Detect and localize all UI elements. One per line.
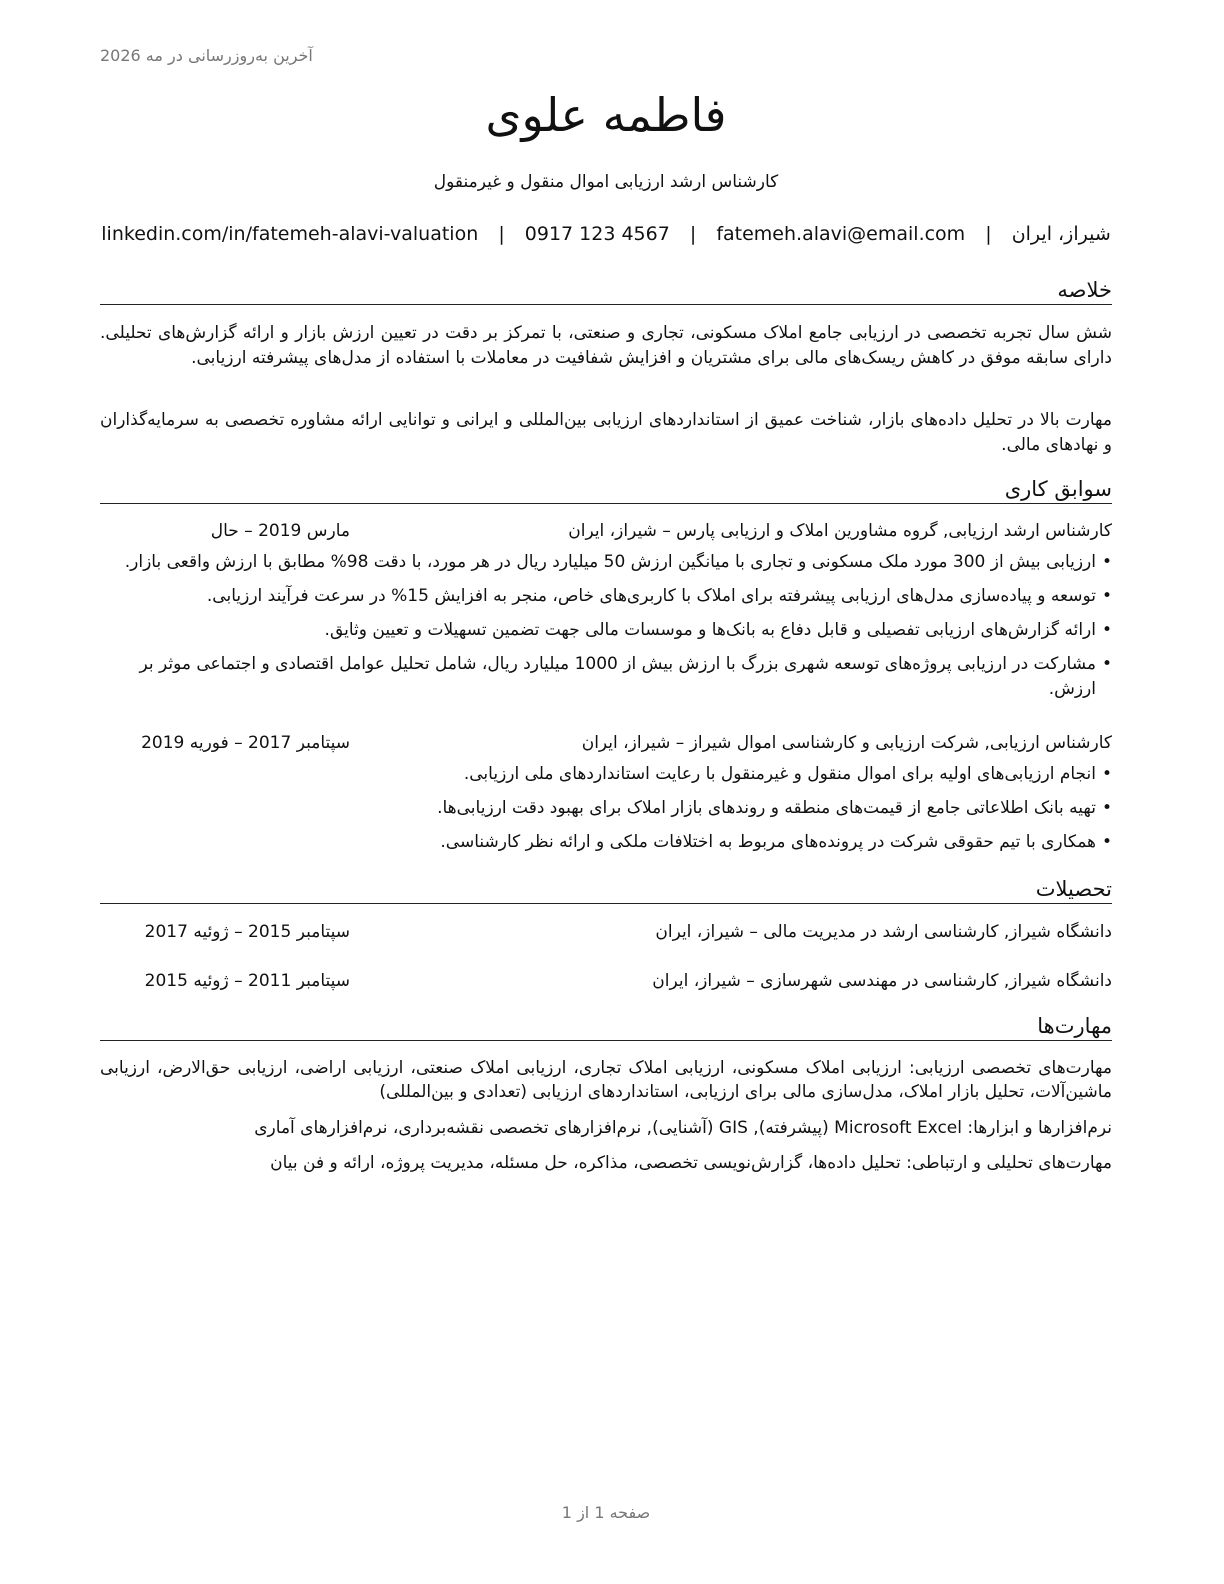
job-bullet-list bbox=[100, 762, 1112, 864]
education-institution: دانشگاه شیراز, کارشناسی ارشد در مدیریت مالی – شیراز، ایران bbox=[655, 922, 1112, 942]
job-dates: سپتامبر 2017 – فوریه 2019 bbox=[141, 733, 350, 753]
job-bullet: • انجام ارزیابی‌های اولیه برای اموال منقول و غیرمنقول با رعایت استانداردهای ملی ارزیابی. bbox=[100, 762, 1112, 787]
contact-phone[interactable]: 0917 123 4567 bbox=[524, 223, 670, 245]
job-bullet: • همکاری با تیم حقوقی شرکت در پرونده‌های مربوط به اختلافات ملکی و ارائه نظر کارشناسی. bbox=[100, 830, 1112, 855]
job-bullet-list bbox=[96, 550, 1112, 711]
summary-paragraph: شش سال تجربه تخصصی در ارزیابی جامع املاک مسکونی، تجاری و صنعتی، با تمرکز بر دقت در تعیین ارزش بازار و ارائه گزارش‌های تحلیلی. دارای سابقه موفق در کاهش ریسک‌های مالی برای مشتریان و افزایش شفافیت در معاملات با استفاده از مدل‌های پیشرفته ارزیابی. bbox=[100, 323, 1112, 368]
contact-linkedin[interactable]: linkedin.com/in/fatemeh-alavi-valuation bbox=[101, 223, 479, 245]
skills-line: نرم‌افزارها و ابزارها: Microsoft Excel (پیشرفته), GIS (آشنایی), نرم‌افزارهای تخصصی نقشه‌برداری، نرم‌افزارهای آماری bbox=[254, 1118, 1112, 1138]
job-dates: مارس 2019 – حال bbox=[210, 521, 350, 541]
job-bullet: • تهیه بانک اطلاعاتی جامع از قیمت‌های منطقه و روندهای بازار املاک برای بهبود دقت ارزیابی‌ها. bbox=[100, 796, 1112, 821]
job-role: کارشناس ارزیابی, شرکت ارزیابی و کارشناسی اموال شیراز – شیراز، ایران bbox=[581, 733, 1112, 753]
summary-paragraph: مهارت بالا در تحلیل داده‌های بازار، شناخت عمیق از استانداردهای ارزیابی بین‌المللی و ایرانی و توانایی ارائه مشاوره تخصصی به سرمایه‌گذاران و نهادهای مالی. bbox=[100, 410, 1112, 455]
section-title-summary: خلاصه bbox=[100, 277, 1112, 305]
job-role: کارشناس ارشد ارزیابی, گروه مشاورین املاک و ارزیابی پارس – شیراز، ایران bbox=[568, 521, 1112, 541]
skills-line: مهارت‌های تخصصی ارزیابی: ارزیابی املاک مسکونی، ارزیابی املاک تجاری، ارزیابی املاک صنعتی، ارزیابی اراضی، ارزیابی حق‌الارض، ارزیابی ماشین‌آلات، تحلیل بازار املاک، مدل‌سازی مالی برای ارزیابی، استانداردهای ارزیابی (تعدادی و بین‌المللی) bbox=[100, 1058, 1112, 1102]
candidate-headline: کارشناس ارشد ارزیابی اموال منقول و غیرمنقول bbox=[433, 172, 779, 192]
section-title-experience: سوابق کاری bbox=[100, 476, 1112, 504]
education-dates: سپتامبر 2015 – ژوئیه 2017 bbox=[144, 922, 350, 942]
contact-separator: | bbox=[985, 223, 992, 245]
section-title-skills: مهارت‌ها bbox=[100, 1013, 1112, 1041]
contact-location: شیراز، ایران bbox=[1011, 223, 1111, 245]
contact-separator: | bbox=[689, 223, 697, 245]
last-updated-note: آخرین به‌روزرسانی در مه 2026 bbox=[100, 46, 313, 65]
job-bullet: • مشارکت در ارزیابی پروژه‌های توسعه شهری بزرگ با ارزش بیش از 1000 میلیارد ریال، شامل تحلیل عوامل اقتصادی و اجتماعی موثر بر ارزش. bbox=[96, 652, 1112, 702]
page-indicator: صفحه 1 از 1 bbox=[561, 1503, 651, 1522]
skills-line: مهارت‌های تحلیلی و ارتباطی: تحلیل داده‌ها، گزارش‌نویسی تخصصی، مذاکره، حل مسئله، مدیریت پروژه، ارائه و فن بیان bbox=[270, 1153, 1112, 1173]
candidate-name: فاطمه علوی bbox=[485, 88, 727, 142]
contact-email[interactable]: fatemeh.alavi@email.com bbox=[716, 223, 966, 245]
education-institution: دانشگاه شیراز, کارشناسی در مهندسی شهرسازی – شیراز، ایران bbox=[652, 971, 1112, 991]
job-bullet: • ارزیابی بیش از 300 مورد ملک مسکونی و تجاری با میانگین ارزش 50 میلیارد ریال در هر مورد، با دقت 98% مطابق با ارزش واقعی بازار. bbox=[90, 550, 1112, 575]
contact-separator: | bbox=[498, 223, 505, 245]
contact-line bbox=[100, 223, 1112, 245]
job-bullet: • ارائه گزارش‌های ارزیابی تفصیلی و قابل دفاع به بانک‌ها و موسسات مالی جهت تضمین تسهیلات و تعیین وثایق. bbox=[96, 618, 1112, 643]
section-title-education: تحصیلات bbox=[100, 876, 1112, 904]
resume-page bbox=[100, 0, 1112, 1584]
education-dates: سپتامبر 2011 – ژوئیه 2015 bbox=[144, 971, 350, 991]
job-bullet: • توسعه و پیاده‌سازی مدل‌های ارزیابی پیشرفته برای املاک با کاربری‌های خاص، منجر به افزایش 15% در سرعت فرآیند ارزیابی. bbox=[96, 584, 1112, 609]
